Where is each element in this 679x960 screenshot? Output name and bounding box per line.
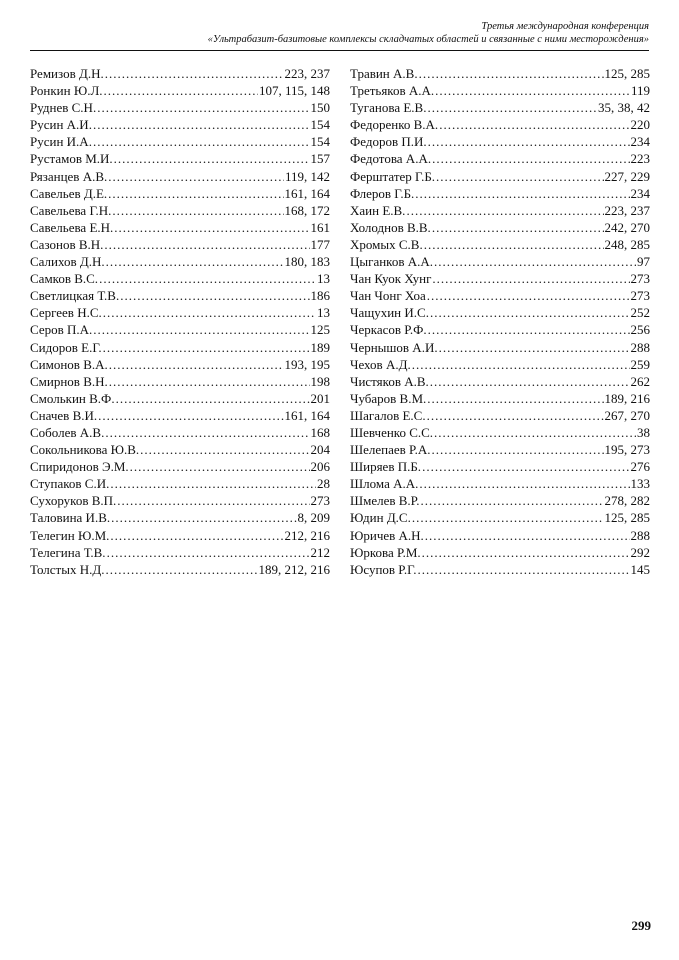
page-references: 273 — [310, 493, 330, 509]
dot-leader — [432, 220, 604, 236]
author-name: Ширяев П.Б. — [350, 459, 422, 475]
dot-leader — [422, 459, 629, 475]
author-name: Таловина И.В. — [30, 510, 111, 526]
author-name: Чан Куок Хунг — [350, 271, 432, 287]
page-references: 195, 273 — [604, 442, 650, 458]
dot-leader — [98, 408, 283, 424]
header-conference-title: Третья международная конференция — [481, 21, 649, 32]
page-references: 107, 115, 148 — [258, 83, 330, 99]
index-entry — [30, 340, 330, 357]
index-entry — [30, 562, 330, 579]
author-name: Соболев А.В. — [30, 424, 105, 440]
index-entry — [30, 66, 330, 83]
author-name: Сергеев Н.С. — [30, 305, 102, 321]
author-name: Чистяков А.В. — [350, 373, 429, 389]
dot-leader — [435, 83, 630, 99]
page-references: 259 — [630, 356, 650, 372]
index-entry — [30, 117, 330, 134]
page-references: 177 — [310, 236, 330, 252]
author-name: Юричев А.Н. — [350, 527, 424, 543]
header-conference-subtitle: «Ультрабазит-базитовые комплексы складчатых областей и связанные с ними месторождения» — [207, 34, 649, 45]
index-column-right — [350, 66, 650, 579]
author-name: Третьяков А.А. — [350, 83, 435, 99]
dot-leader — [432, 442, 604, 458]
page-references: 212 — [310, 544, 330, 560]
author-name: Сначев В.И. — [30, 407, 98, 423]
index-entry — [30, 288, 330, 305]
index-entry — [30, 493, 330, 510]
dot-leader — [109, 374, 310, 390]
author-name: Ронкин Ю.Л. — [30, 83, 103, 99]
page-references: 119 — [630, 83, 650, 99]
index-entry — [350, 510, 650, 527]
index-entry — [350, 203, 650, 220]
dot-leader — [111, 510, 296, 526]
page-references: 220 — [630, 117, 650, 133]
dot-leader — [114, 220, 309, 236]
author-name: Чубаров В.М. — [350, 390, 427, 406]
index-entry — [30, 305, 330, 322]
author-name: Хромых С.В. — [350, 236, 423, 252]
index-entry — [350, 340, 650, 357]
running-header — [30, 20, 649, 46]
author-name: Цыганков А.А. — [350, 254, 434, 270]
page-references: 201 — [310, 390, 330, 406]
index-entry — [30, 425, 330, 442]
page-references: 193, 195 — [284, 356, 330, 372]
author-name: Смирнов В.Н. — [30, 373, 108, 389]
index-entry — [30, 374, 330, 391]
index-entry — [350, 288, 650, 305]
author-name: Шмелев В.Р. — [350, 493, 420, 509]
dot-leader — [108, 186, 283, 202]
author-name: Толстых Н.Д. — [30, 561, 105, 577]
author-name: Телегин Ю.М. — [30, 527, 110, 543]
page-references: 161, 164 — [284, 407, 330, 423]
dot-leader — [419, 66, 604, 82]
author-name: Юдин Д.С. — [350, 510, 411, 526]
author-name: Хаин Е.В. — [350, 202, 406, 218]
dot-leader — [116, 391, 310, 407]
author-name: Ферштатер Г.Б. — [350, 168, 436, 184]
page-references: 97 — [637, 254, 650, 270]
author-name: Сазонов В.Н. — [30, 236, 104, 252]
dot-leader — [432, 151, 629, 167]
dot-leader — [106, 254, 284, 270]
page-references: 133 — [630, 476, 650, 492]
index-entry — [30, 237, 330, 254]
dot-leader — [430, 374, 630, 390]
index-entry — [350, 237, 650, 254]
dot-leader — [415, 186, 629, 202]
index-entry — [350, 374, 650, 391]
dot-leader — [432, 271, 629, 287]
author-name: Юсупов Р.Г. — [350, 561, 417, 577]
dot-leader — [120, 288, 309, 304]
page-references: 252 — [630, 305, 650, 321]
dot-leader — [110, 528, 283, 544]
dot-leader — [103, 340, 310, 356]
page-references: 35, 38, 42 — [598, 100, 650, 116]
page-references: 262 — [630, 373, 650, 389]
index-entry — [350, 528, 650, 545]
index-entry — [350, 425, 650, 442]
dot-leader — [436, 169, 603, 185]
page-references: 13 — [317, 271, 330, 287]
author-name: Шагалов Е.С. — [350, 407, 426, 423]
index-entry — [350, 66, 650, 83]
index-entry — [30, 545, 330, 562]
author-name: Чащухин И.С. — [350, 305, 429, 321]
author-name: Чан Чонг Хоа — [350, 288, 426, 304]
page-references: 168, 172 — [284, 202, 330, 218]
dot-leader — [430, 305, 630, 321]
author-name: Светлицкая Т.В. — [30, 288, 120, 304]
dot-leader — [140, 442, 309, 458]
page-references: 8, 209 — [297, 510, 330, 526]
author-name: Ремизов Д.Н. — [30, 66, 104, 81]
index-entry — [350, 562, 650, 579]
author-name: Русин А.И. — [30, 117, 92, 133]
dot-leader — [97, 100, 309, 116]
page-references: 198 — [310, 373, 330, 389]
page-references: 180, 183 — [284, 254, 330, 270]
author-name: Самков В.С. — [30, 271, 99, 287]
author-name: Смолькин В.Ф. — [30, 390, 115, 406]
index-entry — [30, 100, 330, 117]
dot-leader — [425, 528, 630, 544]
dot-leader — [114, 151, 310, 167]
page-references: 186 — [310, 288, 330, 304]
author-name: Федоренко В.А. — [350, 117, 439, 133]
page-references: 150 — [310, 100, 330, 116]
author-name: Спиридонов Э.М. — [30, 459, 129, 475]
page-references: 154 — [310, 117, 330, 133]
dot-leader — [109, 357, 284, 373]
page-references: 273 — [630, 288, 650, 304]
author-name: Черкасов Р.Ф. — [350, 322, 427, 338]
index-entry — [30, 186, 330, 203]
author-name: Травин А.В. — [350, 66, 418, 81]
dot-leader — [434, 425, 636, 441]
index-entry — [30, 528, 330, 545]
page-references: 161 — [310, 219, 330, 235]
index-entry — [350, 493, 650, 510]
author-name: Ступаков С.И. — [30, 476, 110, 492]
author-name: Руднев С.Н. — [30, 100, 97, 116]
index-entry — [350, 169, 650, 186]
page-references: 38 — [637, 424, 650, 440]
page-references: 248, 285 — [604, 236, 650, 252]
page-references: 276 — [630, 459, 650, 475]
dot-leader — [427, 288, 630, 304]
page-references: 125, 285 — [604, 510, 650, 526]
page-number: 299 — [631, 918, 651, 933]
index-entry — [350, 254, 650, 271]
page-references: 242, 270 — [604, 219, 650, 235]
page-references: 267, 270 — [604, 407, 650, 423]
dot-leader — [104, 83, 258, 99]
author-name: Салихов Д.Н. — [30, 254, 105, 270]
dot-leader — [112, 203, 283, 219]
page-references: 125 — [310, 322, 330, 338]
dot-leader — [428, 134, 630, 150]
page-references: 223 — [630, 151, 650, 167]
index-entry — [350, 117, 650, 134]
author-name: Шелепаев Р.А. — [350, 442, 431, 458]
dot-leader — [99, 271, 316, 287]
dot-leader — [93, 134, 310, 150]
page-references: 145 — [630, 561, 650, 577]
index-entry — [350, 271, 650, 288]
index-entry — [30, 169, 330, 186]
dot-leader — [130, 459, 310, 475]
author-name: Сухоруков В.П. — [30, 493, 117, 509]
index-entry — [30, 476, 330, 493]
author-name: Федотова А.А. — [350, 151, 432, 167]
page-references: 206 — [310, 459, 330, 475]
dot-leader — [107, 545, 310, 561]
author-name: Чернышов А.И. — [350, 339, 438, 355]
page-references: 273 — [630, 271, 650, 287]
dot-leader — [105, 562, 257, 578]
index-column-left — [30, 66, 330, 579]
author-name: Туганова Е.В. — [350, 100, 427, 116]
index-entry — [30, 357, 330, 374]
page-references: 292 — [630, 544, 650, 560]
author-name: Симонов В.А. — [30, 356, 108, 372]
index-entry — [30, 151, 330, 168]
index-entry — [350, 134, 650, 151]
page-references: 28 — [317, 476, 330, 492]
dot-leader — [417, 562, 629, 578]
dot-leader — [427, 391, 603, 407]
index-entry — [350, 151, 650, 168]
author-name: Телегина Т.В. — [30, 544, 106, 560]
dot-leader — [103, 305, 316, 321]
index-entry — [30, 203, 330, 220]
index-entry — [350, 83, 650, 100]
dot-leader — [93, 117, 310, 133]
dot-leader — [117, 493, 309, 509]
dot-leader — [93, 322, 309, 338]
author-name: Сокольникова Ю.В. — [30, 442, 140, 458]
author-name: Сидоров Е.Г. — [30, 339, 102, 355]
page-references: 189, 216 — [604, 390, 650, 406]
index-entry — [30, 83, 330, 100]
dot-leader — [439, 340, 630, 356]
index-entry — [350, 476, 650, 493]
page-references: 168 — [310, 424, 330, 440]
index-entry — [30, 134, 330, 151]
page-references: 204 — [310, 442, 330, 458]
author-name: Юркова Р.М. — [350, 544, 421, 560]
index-entry — [30, 442, 330, 459]
author-name: Шломa А.А. — [350, 476, 419, 492]
dot-leader — [424, 237, 604, 253]
author-name: Савельева Г.Н. — [30, 202, 112, 218]
page-references: 227, 229 — [604, 168, 650, 184]
author-name: Савельева Е.Н. — [30, 219, 114, 235]
dot-leader — [110, 476, 316, 492]
index-entry — [350, 220, 650, 237]
page-references: 154 — [310, 134, 330, 150]
page-references: 13 — [317, 305, 330, 321]
page-references: 288 — [630, 527, 650, 543]
dot-leader — [422, 545, 630, 561]
page-references: 234 — [630, 185, 650, 201]
page-references: 189 — [310, 339, 330, 355]
index-entry — [30, 254, 330, 271]
author-name: Федоров П.И. — [350, 134, 427, 150]
author-name: Флеров Г.Б. — [350, 185, 415, 201]
dot-leader — [104, 237, 309, 253]
author-name: Савельев Д.Е. — [30, 185, 108, 201]
index-entry — [350, 545, 650, 562]
dot-leader — [105, 425, 309, 441]
index-entry — [30, 391, 330, 408]
author-name: Холоднов В.В. — [350, 219, 431, 235]
dot-leader — [412, 357, 630, 373]
author-name: Рязанцев А.В. — [30, 168, 108, 184]
index-entry — [350, 391, 650, 408]
page-references: 256 — [630, 322, 650, 338]
dot-leader — [105, 66, 284, 82]
dot-leader — [427, 100, 597, 116]
author-name: Шевченко С.С. — [350, 424, 434, 440]
page-references: 223, 237 — [604, 202, 650, 218]
index-entry — [350, 357, 650, 374]
page-references: 223, 237 — [284, 66, 330, 81]
index-entry — [350, 322, 650, 339]
index-entry — [30, 408, 330, 425]
dot-leader — [412, 510, 604, 526]
page-references: 161, 164 — [284, 185, 330, 201]
index-entry — [30, 271, 330, 288]
author-name: Серов П.А. — [30, 322, 93, 338]
author-name: Русин И.А. — [30, 134, 92, 150]
page-references: 119, 142 — [284, 168, 330, 184]
index-entry — [30, 510, 330, 527]
dot-leader — [439, 117, 629, 133]
dot-leader — [421, 493, 604, 509]
dot-leader — [428, 322, 630, 338]
index-entry — [30, 322, 330, 339]
index-entry — [350, 305, 650, 322]
author-name: Рустамов М.И. — [30, 151, 113, 167]
page-references: 212, 216 — [284, 527, 330, 543]
dot-leader — [108, 169, 284, 185]
dot-leader — [406, 203, 603, 219]
index-entry — [350, 100, 650, 117]
index-entry — [350, 459, 650, 476]
dot-leader — [427, 408, 604, 424]
page-references: 234 — [630, 134, 650, 150]
index-entry — [350, 442, 650, 459]
index-entry — [350, 186, 650, 203]
header-divider — [30, 50, 649, 51]
index-entry — [30, 220, 330, 237]
author-name: Чехов А.Д. — [350, 356, 411, 372]
page-references: 288 — [630, 339, 650, 355]
index-entry — [30, 459, 330, 476]
page-references: 125, 285 — [604, 66, 650, 81]
page-references: 189, 212, 216 — [258, 561, 330, 577]
page-references: 278, 282 — [604, 493, 650, 509]
dot-leader — [419, 476, 629, 492]
index-entry — [350, 408, 650, 425]
page-references: 157 — [310, 151, 330, 167]
dot-leader — [434, 254, 636, 270]
